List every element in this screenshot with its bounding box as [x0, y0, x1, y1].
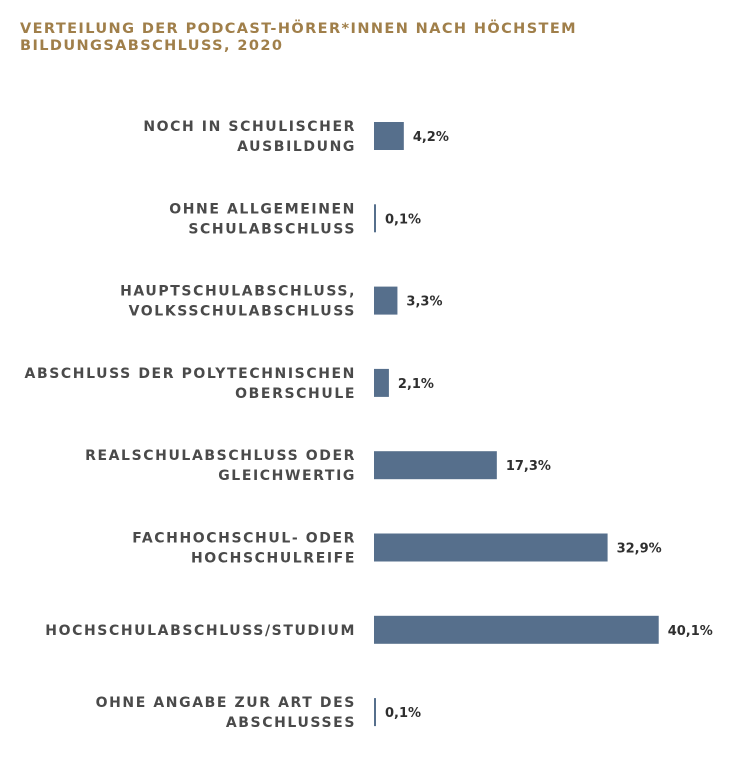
category-label: FACHHOCHSCHUL- ODER HOCHSCHULREIFE — [132, 530, 356, 567]
chart-title: VERTEILUNG DER PODCAST-HÖRER*INNEN NACH HÖCHSTEM BILDUNGSABSCHLUSS, 2020 — [20, 21, 577, 54]
value-label: 3,3% — [406, 294, 443, 310]
bar — [374, 122, 404, 150]
value-label: 2,1% — [397, 376, 434, 392]
bar — [374, 616, 659, 644]
value-label: 40,1% — [667, 623, 713, 639]
category-label: OHNE ALLGEMEINEN SCHULABSCHLUSS — [169, 201, 356, 238]
bar — [374, 698, 376, 726]
bar — [374, 451, 497, 479]
value-label: 4,2% — [412, 130, 449, 145]
bar — [374, 369, 389, 397]
category-label: HOCHSCHULABSCHLUSS/STUDIUM — [45, 622, 356, 639]
bar — [374, 287, 397, 315]
value-label: 32,9% — [616, 541, 662, 557]
chart-rows — [25, 119, 713, 731]
category-label: OHNE ANGABE ZUR ART DES ABSCHLUSSES — [95, 695, 356, 732]
bar — [374, 534, 608, 562]
category-label: HAUPTSCHULABSCHLUSS, VOLKSSCHULABSCHLUSS — [120, 283, 356, 320]
value-label: 0,1% — [385, 706, 422, 722]
value-label: 0,1% — [385, 212, 422, 228]
value-label: 17,3% — [505, 459, 551, 475]
category-label: ABSCHLUSS DER POLYTECHNISCHEN OBERSCHULE — [24, 365, 356, 402]
category-label: NOCH IN SCHULISCHER AUSBILDUNG — [143, 119, 356, 155]
bar — [374, 204, 376, 232]
category-label: REALSCHULABSCHLUSS ODER GLEICHWERTIG — [85, 448, 356, 485]
